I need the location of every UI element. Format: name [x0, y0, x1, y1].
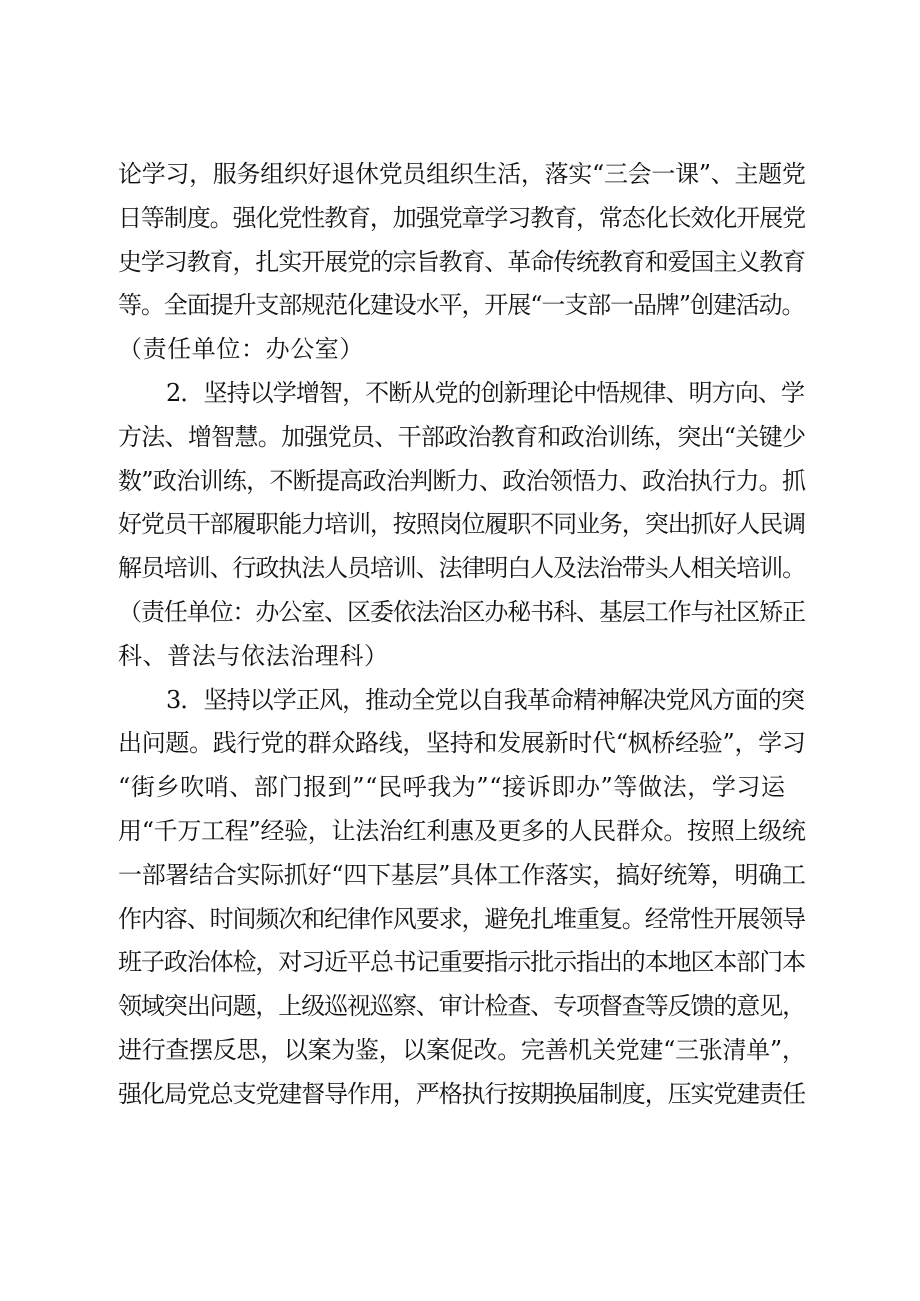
text-line: 论学习，服务组织好退休党员组织生活，落实“三会一课”、主题党 — [118, 160, 806, 188]
text-line: 好党员干部履职能力培训，按照岗位履职不同业务，突出抓好人民调 — [118, 510, 805, 539]
text-line: 3．坚持以学正风，推动全党以自我革命精神解决党风方面的突 — [166, 685, 805, 714]
text-line: 用“千万工程”经验，让法治红利惠及更多的人民群众。按照上级统 — [118, 816, 806, 845]
text-line: 领域突出问题，上级巡视巡察、审计检查、专项督查等反馈的意见， — [118, 992, 805, 1021]
text-line: 强化局党总支党建督导作用，严格执行按期换届制度，压实党建责任 — [118, 1079, 805, 1108]
text-line: 日等制度。强化党性教育，加强党章学习教育，常态化长效化开展党 — [118, 203, 805, 232]
text-line: 史学习教育，扎实开展党的宗旨教育、革命传统教育和爱国主义教育 — [118, 247, 805, 276]
document-body — [118, 153, 806, 1117]
text-line: 解员培训、行政执法人员培训、法律明白人及法治带头人相关培训。 — [118, 554, 805, 583]
text-line: 作内容、时间频次和纪律作风要求，避免扎堆重复。经常性开展领导 — [118, 904, 805, 933]
text-line: 科、普法与依法治理科） — [118, 641, 389, 670]
text-line: 2．坚持以学增智，不断从党的创新理论中悟规律、明方向、学 — [166, 378, 805, 407]
text-line: 班子政治体检，对习近平总书记重要指示批示指出的本地区本部门本 — [118, 948, 805, 977]
text-line: 等。全面提升支部规范化建设水平，开展“一支部一品牌”创建活动。 — [118, 291, 805, 320]
text-line: （责任单位：办公室、区委依法治区办秘书科、基层工作与社区矫正 — [118, 597, 805, 626]
text-line: 方法、增智慧。加强党员、干部政治教育和政治训练，突出“关键少 — [118, 422, 806, 451]
text-line: 进行查摆反思，以案为鉴，以案促改。完善机关党建“三张清单”， — [118, 1035, 806, 1064]
text-line: 出问题。践行党的群众路线，坚持和发展新时代“枫桥经验”，学习 — [118, 729, 806, 758]
text-line: 数”政治训练，不断提高政治判断力、政治领悟力、政治执行力。抓 — [118, 466, 806, 495]
text-line: 一部署结合实际抓好“四下基层”具体工作落实，搞好统筹，明确工 — [118, 860, 806, 889]
text-line: （责任单位：办公室） — [118, 335, 364, 364]
text-line: “街乡吹哨、部门报到”“民呼我为”“接诉即办”等做法，学习运 — [118, 773, 786, 802]
